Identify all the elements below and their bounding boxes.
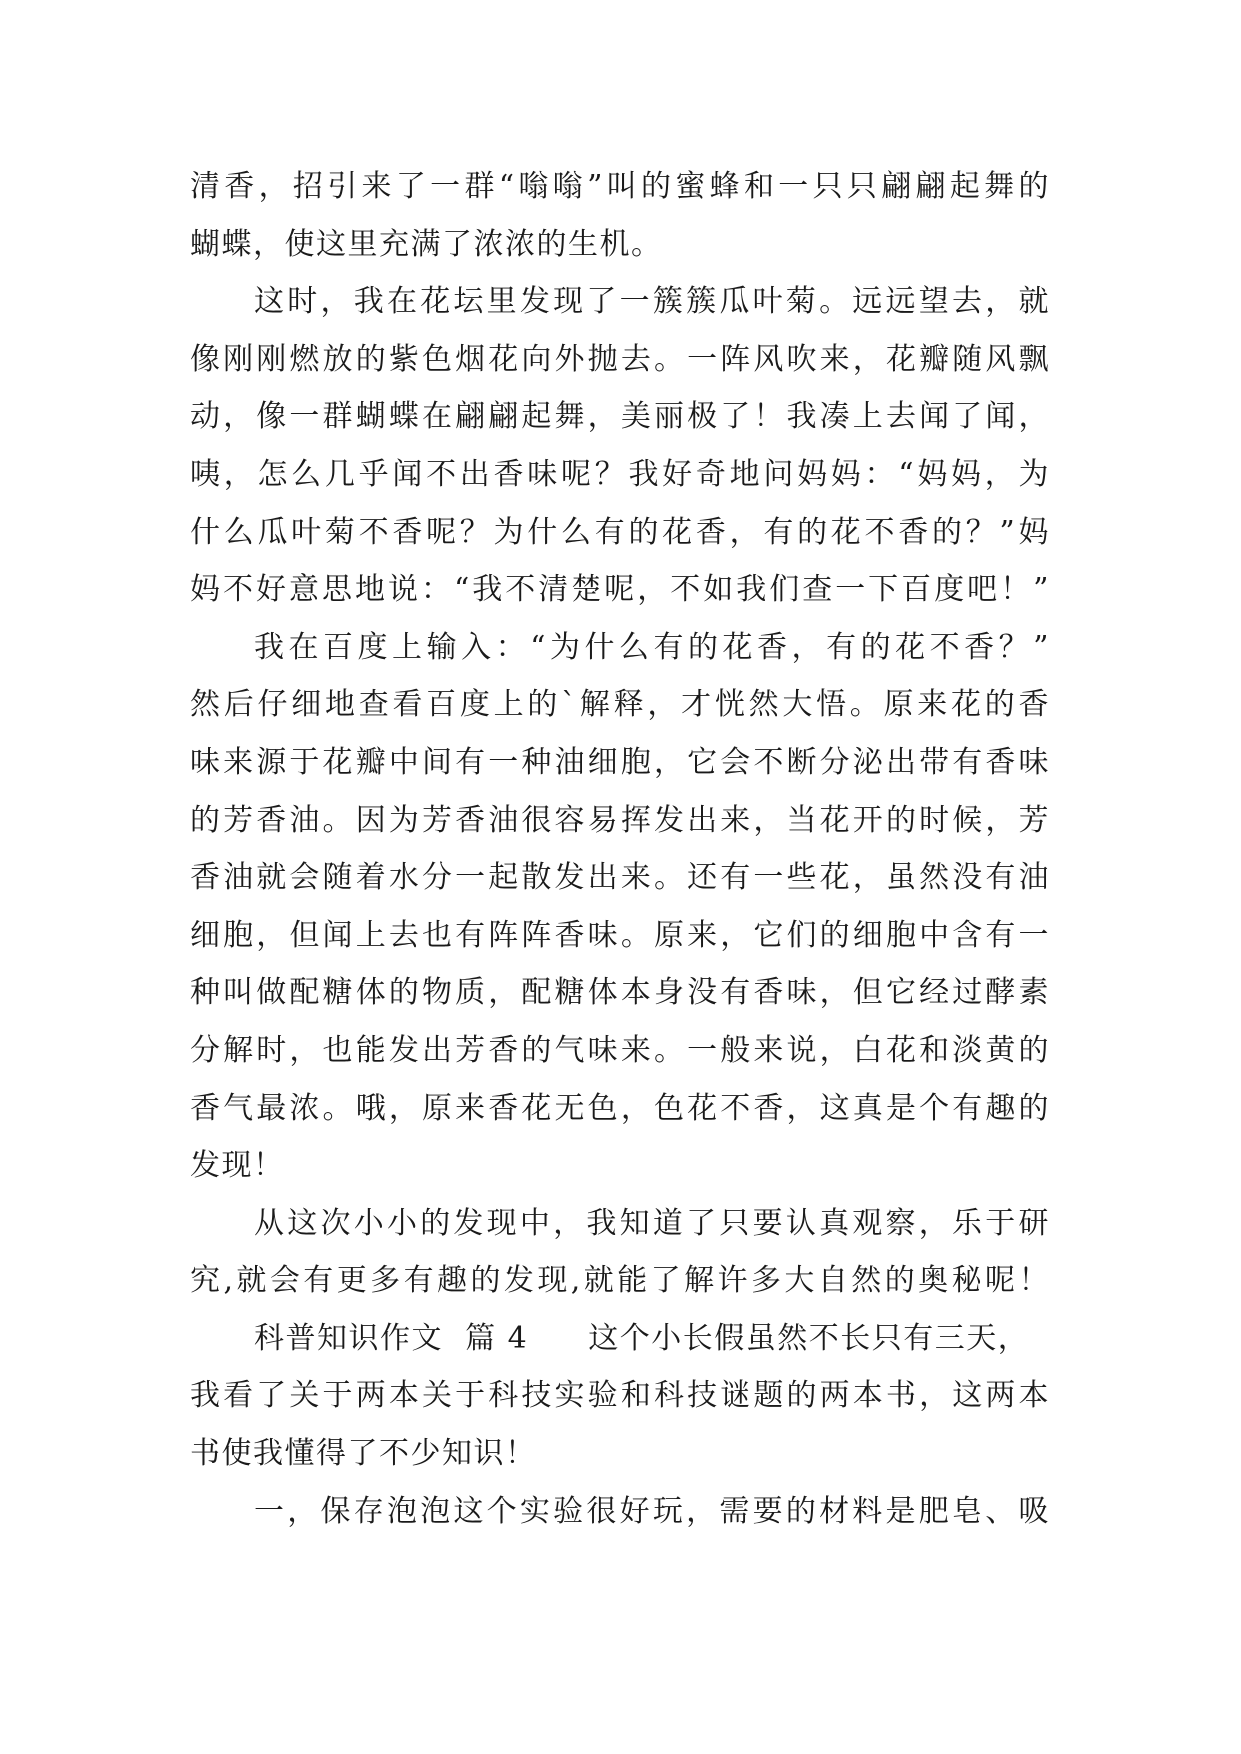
text-line: 书使我懂得了不少知识！ xyxy=(190,1436,537,1472)
text-line: 清香，招引来了一群“嗡嗡”叫的蜜蜂和一只只翩翩起舞的 xyxy=(190,169,1050,204)
text-line: 蝴蝶，使这里充满了浓浓的生机。 xyxy=(190,226,663,262)
text-line: 妈不好意思地说：“我不清楚呢，不如我们查一下百度吧！” xyxy=(190,572,1050,608)
section-number: 篇 4 xyxy=(465,1320,529,1356)
text-line: 的芳香油。因为芳香油很容易挥发出来，当花开的时候，芳 xyxy=(190,802,1050,838)
text-line: 咦，怎么几乎闻不出香味呢？我好奇地问妈妈：“妈妈，为 xyxy=(190,456,1050,492)
section-opening-text: 这个小长假虽然不长只有三天， xyxy=(588,1320,1030,1356)
text-line: 发现！ xyxy=(190,1148,285,1184)
section-title: 科普知识作文 xyxy=(254,1320,443,1356)
paragraph-start-line: 这时，我在花坛里发现了一簇簇瓜叶菊。远远望去，就 xyxy=(254,284,1050,320)
body-text xyxy=(190,158,1050,1540)
text-line: 究,就会有更多有趣的发现,就能了解许多大自然的奥秘呢！ xyxy=(190,1263,1050,1299)
paragraph-start-line: 一，保存泡泡这个实验很好玩，需要的材料是肥皂、吸 xyxy=(254,1493,1050,1529)
text-line: 像刚刚燃放的紫色烟花向外抛去。一阵风吹来，花瓣随风飘 xyxy=(190,341,1050,377)
text-line: 味来源于花瓣中间有一种油细胞，它会不断分泌出带有香味 xyxy=(190,744,1050,780)
text-line: 分解时，也能发出芳香的气味来。一般来说，白花和淡黄的 xyxy=(190,1032,1050,1068)
text-line: 香气最浓。哦，原来香花无色，色花不香，这真是个有趣的 xyxy=(190,1090,1050,1126)
text-line: 我看了关于两本关于科技实验和科技谜题的两本书，这两本 xyxy=(190,1378,1050,1414)
text-line: 种叫做配糖体的物质，配糖体本身没有香味，但它经过酵素 xyxy=(190,975,1050,1011)
section-heading-line xyxy=(190,1310,1050,1368)
text-line: 什么瓜叶菊不香呢？为什么有的花香，有的花不香的？”妈 xyxy=(190,514,1050,550)
paragraph-start-line: 我在百度上输入：“为什么有的花香，有的花不香？” xyxy=(254,629,1050,665)
text-line: 香油就会随着水分一起散发出来。还有一些花，虽然没有油 xyxy=(190,860,1050,896)
paragraph-start-line: 从这次小小的发现中，我知道了只要认真观察，乐于研 xyxy=(254,1205,1050,1241)
text-line: 然后仔细地查看百度上的`解释，才恍然大悟。原来花的香 xyxy=(190,687,1050,723)
text-line: 细胞，但闻上去也有阵阵香味。原来，它们的细胞中含有一 xyxy=(190,917,1050,953)
text-line: 动，像一群蝴蝶在翩翩起舞，美丽极了！我凑上去闻了闻， xyxy=(190,399,1050,435)
